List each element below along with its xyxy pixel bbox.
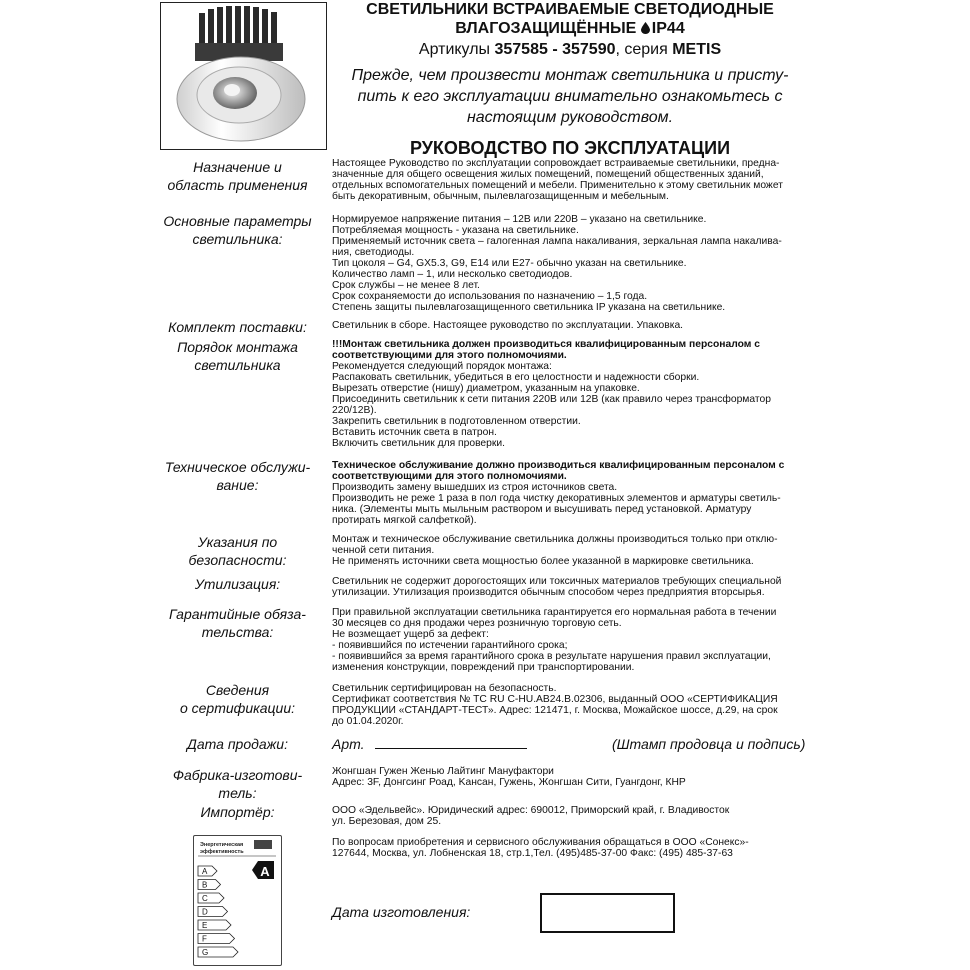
kit-text: Светильник в сборе. Настоящее руководство по эксплуатации. Упаковка. — [332, 320, 684, 331]
install-label: Порядок монтажа светильника — [177, 339, 298, 373]
certification-text: Светильник сертифицирован на безопасность. Сертификат соответствия № ТС RU C-HU.AB24.B.02306, выданный ООО «СЕРТИФИКАЦИЯ ПРОДУКЦИИ «СТАНДАРТ-ТЕСТ». Адрес: 121471, г. Москва, Можайское шоссе, д.29, на срок до 01.04.2020г. — [332, 683, 778, 727]
manufacture-date-label: Дата изготовления: — [332, 904, 471, 920]
energy-class-label: B — [202, 880, 208, 890]
seller-stamp-note: (Штамп продовца и подпись) — [612, 736, 806, 752]
sale-date-label: Дата продажи: — [187, 736, 288, 752]
energy-title-line-1: Энергетическая — [200, 842, 244, 848]
energy-scale — [194, 836, 280, 964]
energy-class-bar-a — [198, 866, 217, 876]
energy-class-label: C — [202, 894, 208, 903]
title-moisture-text: ВЛАГОЗАЩИЩЁННЫЕ — [455, 20, 637, 37]
safety-text: Монтаж и техническое обслуживание светильника должны производиться только при отклю- ченной сети питания. Не применять источники света мощностью более указанной в маркировке светильника. — [332, 534, 778, 567]
install-text: !!!Монтаж светильника должен производиться квалифицированным персоналом с соответствующими для этого полномочиями. Рекомендуется следующий порядок монтажа: Распаковать светильник, убедиться в его целостности и надежности сборки. Вырезать отверстие (нишу) диаметром, указанным на упаковке. Присоединить светильник к сети питания 220В или 12В (как правило через трансформатор 220/12В). Закрепить светильник в подготовленном отверстии. Вставить источник света в патрон. Включить светильник для проверки. — [332, 339, 771, 449]
maintenance-label: Техническое обслужи- вание: — [164, 459, 311, 493]
energy-title-line-2: эффективность — [200, 849, 244, 855]
warranty-text: При правильной эксплуатации светильника гарантируется его нормальная работа в течении 30 месяцев со дня продажи через розничную торговую сеть. Не возмещает ущерб за дефект: - появившийся по истечении гарантийного срока; - появившийся за время гарантийного срока в результате нарушения правил эксплуатации, изменения конструкции, повреждений при транспортировании. — [332, 607, 777, 673]
manufacture-date-box — [540, 893, 675, 933]
factory-label: Фабрика-изготови- тель: — [172, 767, 303, 801]
ip-rating: IP44 — [651, 20, 685, 37]
title-line-2 — [330, 19, 810, 38]
energy-class-label: G — [202, 948, 209, 957]
title-line-1: СВЕТИЛЬНИКИ ВСТРАИВАЕМЫЕ СВЕТОДИОДНЫЕ — [366, 1, 774, 18]
article-range: 357585 - 357590 — [494, 41, 616, 58]
recessed-light-illustration — [161, 3, 325, 148]
energy-class-label: F — [202, 934, 207, 944]
importer-text: ООО «Эдельвейс». Юридический адрес: 690012, Приморский край, г. Владивосток ул. Березовая, дом 25. — [332, 805, 730, 827]
params-label: Основные параметры светильника: — [163, 213, 312, 247]
energy-class-label: A — [202, 867, 208, 876]
energy-class-bars — [198, 866, 238, 957]
series-name: METIS — [672, 41, 722, 58]
purpose-text: Настоящее Руководство по эксплуатации сопровождает встраиваемые светильники, предна- значенные для общего освещения жилых помещений, помещений общественных зданий, отдельных вспомогательных помещений и мебели. Применительно к этому светильник может быть декоративным, обычным, пылевлагозащищенным и мебельным. — [332, 158, 783, 202]
maintenance-text: Техническое обслуживание должно производиться квалифицированным персоналом с соответствующими для этого полномочиями. Производить замену вышедших из строя источников света. Производить не реже 1 раза в пол года чистку декоративных элементов и арматуры светиль- ника. (Элементы мыть мыльным раствором и высушивать перед установкой. Арматуру протирать мягкой салфеткой). — [332, 460, 785, 526]
energy-class-label: E — [202, 921, 208, 930]
energy-flag-icon — [254, 840, 272, 849]
certification-label: Сведения о сертификации: — [179, 682, 296, 716]
service-text: По вопросам приобретения и сервисного обслуживания обращаться в ООО «Сонекс»- 127644, Москва, ул. Лобненская 18, стр.1,Тел. (495)485-37-00 Факс: (495) 485-37-63 — [332, 837, 749, 859]
warranty-label: Гарантийные обяза- тельства: — [169, 606, 306, 640]
disposal-text: Светильник не содержит дорогостоящих или токсичных материалов требующих специальной утилизации. Утилизация производится обычным способом через предприятия вторсырья. — [332, 576, 782, 598]
purpose-label: Назначение и область применения — [167, 159, 308, 193]
kit-label: Комплект поставки: — [168, 319, 307, 335]
title — [330, 0, 810, 38]
sale-article: Арт. — [332, 736, 365, 752]
safety-label: Указания по безопасности: — [188, 534, 287, 568]
importer-label: Импортёр: — [200, 804, 275, 820]
articles-line: Артикулы 357585 - 357590, серия METIS — [418, 41, 722, 58]
sale-article-blank — [375, 748, 527, 749]
energy-grade: A — [260, 864, 270, 879]
energy-efficiency-label — [193, 835, 282, 966]
params-text: Нормируемое напряжение питания – 12В или 220В – указано на светильнике. Потребляемая мощность - указана на светильнике. Применяемый источник света – галогенная лампа накаливания, зеркальная лампа накалива- ния, светодиоды. Тип цоколя – G4, GX5.3, G9, E14 или E27- обычно указан на светильнике. Количество ламп – 1, или несколько светодиодов. Срок службы – не менее 8 лет. Срок сохраняемости до использования по назначению – 1,5 года. Степень защиты пылевлагозащищенного светильника IP указана на светильнике. — [332, 214, 782, 313]
manual-title: РУКОВОДСТВО ПО ЭКСПЛУАТАЦИИ — [409, 138, 731, 158]
intro-warning: Прежде, чем произвести монтаж светильника и присту- пить к его эксплуатации внимательно ознакомьтесь с настоящим руководством. — [351, 67, 789, 126]
factory-text: Жонгшан Гужен Женью Лайтинг Мануфактори Адрес: 3F, Донгсинг Роад, Kансан, Гужень, Жонгшан Сити, Гуангдонг, КНР — [332, 766, 686, 788]
energy-class-label: D — [202, 907, 208, 917]
disposal-label: Утилизация: — [194, 576, 281, 592]
product-photo — [160, 2, 327, 150]
water-drop-icon — [641, 22, 650, 34]
